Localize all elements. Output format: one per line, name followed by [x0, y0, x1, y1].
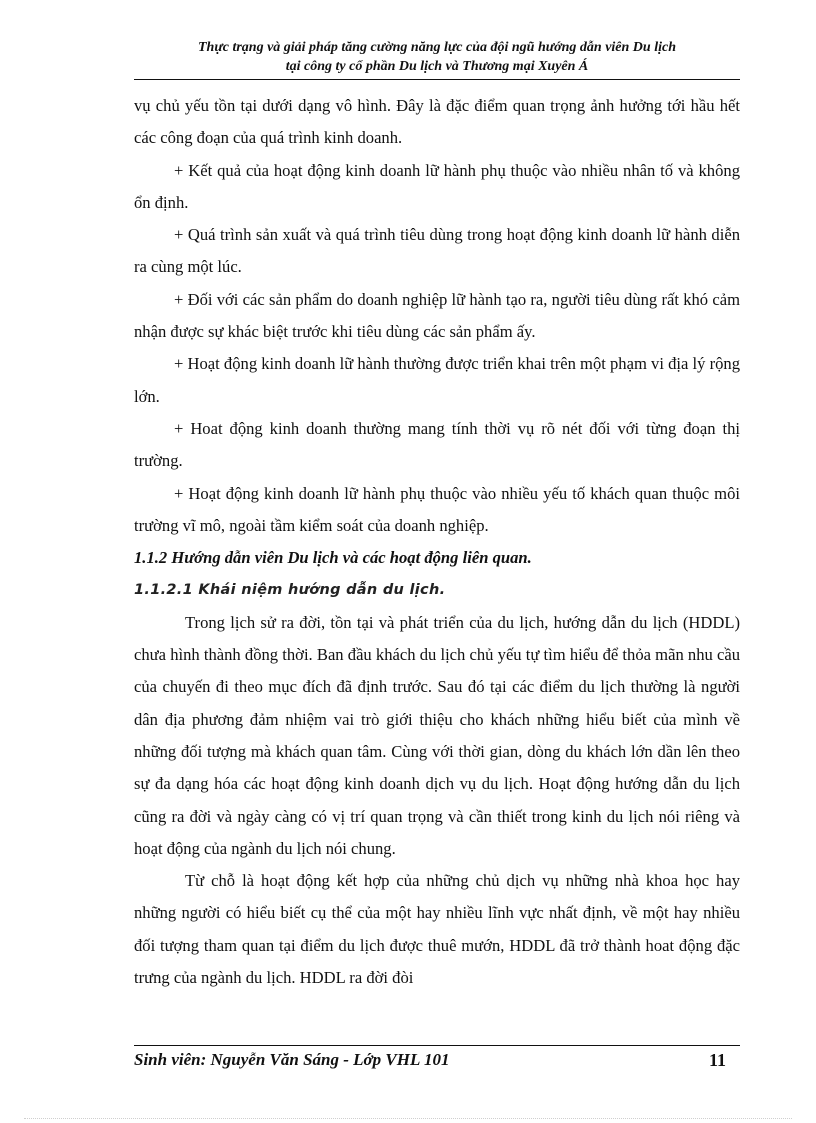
- page-bottom-dotted-border: [24, 1118, 792, 1119]
- page-body: [134, 90, 740, 994]
- bullet-production-consumption: + Quá trình sản xuất và quá trình tiêu dùng trong hoạt động kinh doanh lữ hành diễn ra cùng một lúc.: [134, 225, 740, 277]
- bullet-business-results: + Kết quả của hoạt động kinh doanh lữ hành phụ thuộc vào nhiều nhân tố và không ổn định.: [134, 160, 740, 212]
- bullet-seasonality: + Hoat động kinh doanh thường mang tính thời vụ rõ nét đối với từng đoạn thị trường.: [134, 418, 740, 471]
- bullet-macro-environment: + Hoạt động kinh doanh lữ hành phụ thuộc vào nhiều yếu tố khách quan thuộc môi trường vĩ mô, ngoài tầm kiểm soát của doanh nghiệp.: [134, 483, 740, 535]
- bullet-geographic-scope: + Hoạt động kinh doanh lữ hành thường được triển khai trên một phạm vi địa lý rộng lớn.: [134, 354, 740, 406]
- section-heading-1-1-2: 1.1.2 Hướng dẫn viên Du lịch và các hoạt động liên quan.: [134, 548, 532, 568]
- subsection-heading-1-1-2-1: 1.1.2.1 Khái niệm hướng dẫn du lịch.: [134, 582, 446, 599]
- page-footer: [134, 1046, 740, 1074]
- paragraph-intangible-service: vụ chủ yếu tồn tại dưới dạng vô hình. Đây là đặc điểm quan trọng ảnh hưởng tới hầu hết các công đoạn của quá trình kinh doanh.: [134, 96, 740, 148]
- footer-student-info: Sinh viên: Nguyễn Văn Sáng - Lớp VHL 101: [134, 1050, 450, 1069]
- header-line-2: tại công ty cổ phần Du lịch và Thương mại Xuyên Á: [285, 59, 589, 74]
- paragraph-guiding-evolution: Từ chỗ là hoạt động kết hợp của những chủ dịch vụ những nhà khoa học hay những người có hiểu biết cụ thể của một hay nhiều lĩnh vực nhất định, về một hay nhiều đối tượng tham quan tại điểm du lịch được thuê mướn, HDDL đã trở thành hoat động đặc trưng của ngành du lịch. HDDL ra đời đòi: [134, 871, 740, 988]
- paragraph-history-of-guiding: Trong lịch sử ra đời, tồn tại và phát triển của du lịch, hướng dẫn du lịch (HDDL) chưa hình thành đồng thời. Ban đầu khách du lịch chủ yếu tự tìm hiểu để thỏa mãn nhu cầu của chuyến đi theo mục đích đã định trước. Sau đó tại các điểm du lịch thường là người dân địa phương đảm nhiệm vai trò giới thiệu cho khách những hiểu biết của mình về những đối tượng mà khách quan tâm. Cùng với thời gian, dòng du khách lớn dần lên theo sự đa dạng hóa các hoạt động kinh doanh dịch vụ du lịch. Hoạt động hướng dẫn du lịch cũng ra đời và ngày càng có vị trí quan trọng và cần thiết trong kinh du lịch nói riêng và hoạt động của ngành du lịch nói chung.: [134, 612, 740, 858]
- page-number: 11: [708, 1050, 726, 1070]
- running-header: [134, 38, 740, 80]
- header-line-1: Thực trạng và giải pháp tăng cường năng lực của đội ngũ hướng dẫn viên Du lịch: [198, 40, 676, 55]
- bullet-product-perception: + Đối với các sản phẩm do doanh nghiệp lữ hành tạo ra, người tiêu dùng rất khó cảm nhận được sự khác biệt trước khi tiêu dùng các sản phẩm ấy.: [134, 289, 740, 342]
